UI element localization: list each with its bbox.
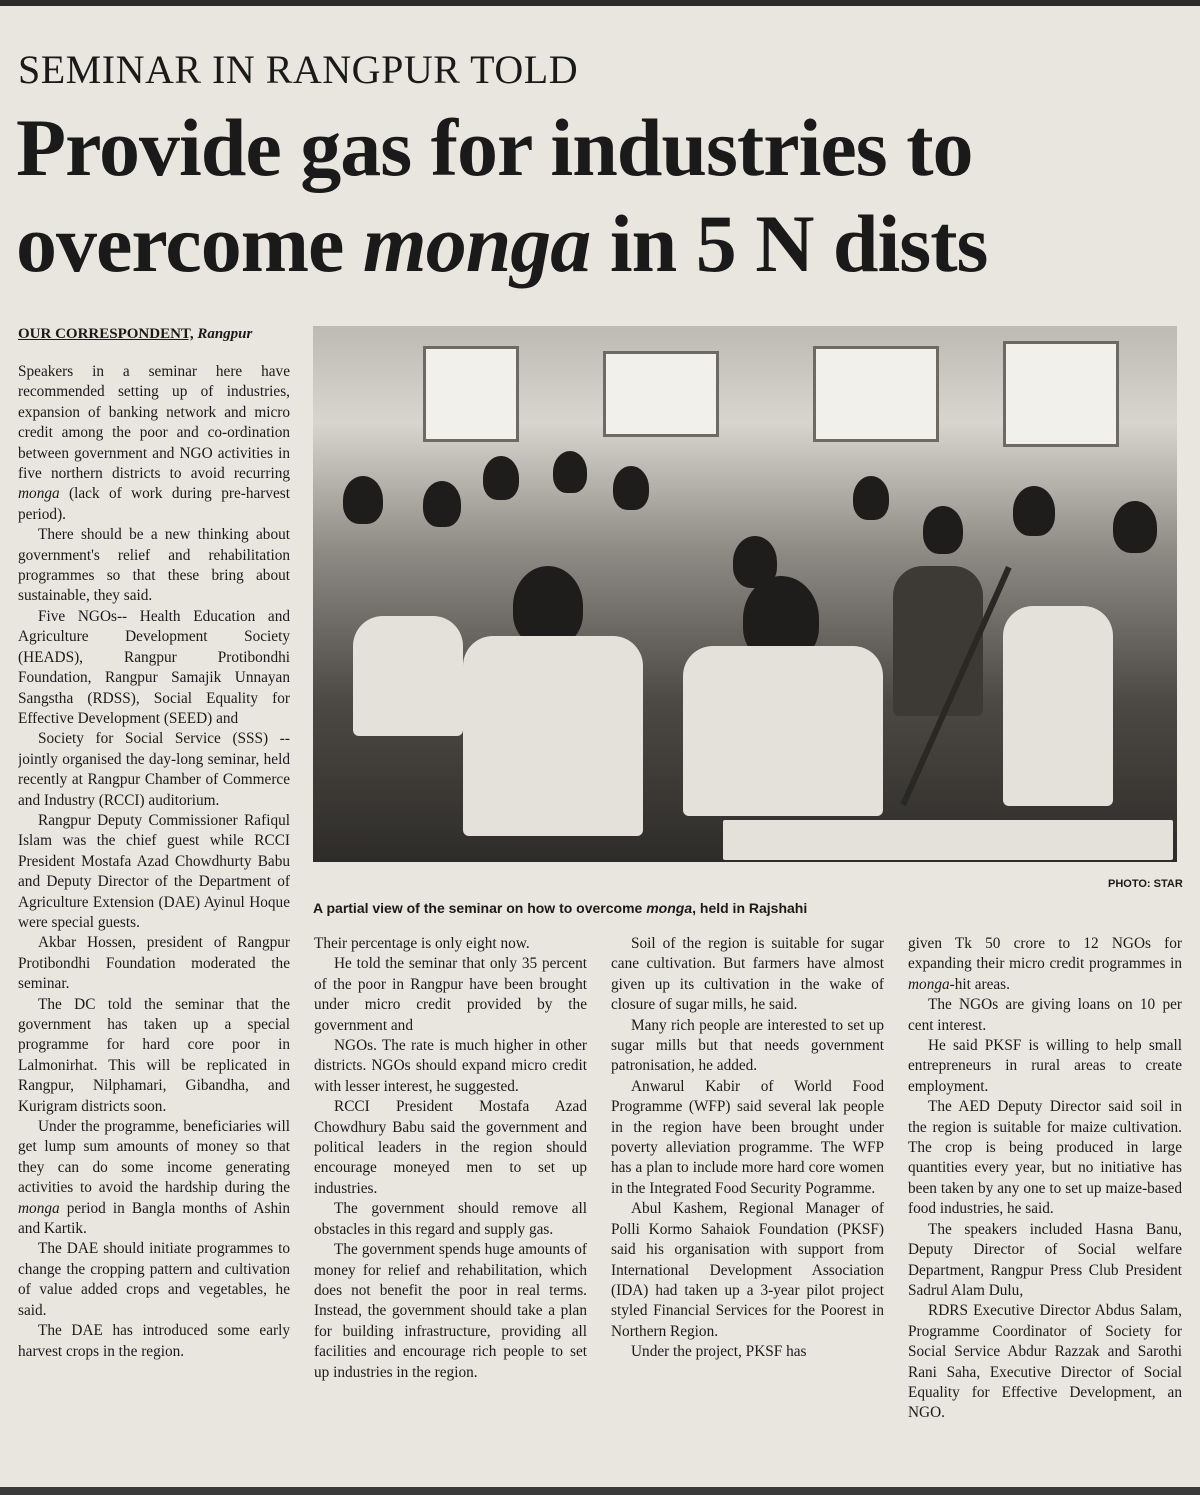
byline-name: OUR CORRESPONDENT, (18, 326, 194, 342)
paragraph: Akbar Hossen, president of Rangpur Protibondhi Foundation moderated the seminar. (18, 934, 290, 993)
paragraph: Under the project, PKSF has (631, 1343, 807, 1361)
headline-line-1: Provide gas for industries to (16, 102, 973, 193)
headline (16, 100, 1186, 292)
paragraph: Abul Kashem, Regional Manager of Polli Kormo Sahaiok Foundation (PKSF) said his organisation with support from International Development Association (IDA) had taken up a 3-year pilot project styled Financial Services for the Poorest in Northern Region. (611, 1200, 884, 1340)
front-person-head (513, 566, 583, 646)
text: -hit areas. (949, 975, 1010, 993)
text: period in Bangla months of Ashin and Kartik. (18, 1199, 290, 1238)
paragraph: The speakers included Hasna Banu, Deputy Director of Social welfare Department, Rangpur Press Club President Sadrul Alam Dulu, (908, 1220, 1182, 1299)
text-italic: monga (18, 1199, 60, 1217)
kicker: SEMINAR IN RANGPUR TOLD (18, 47, 579, 92)
audience-head (343, 476, 383, 524)
paragraph: The DAE has introduced some early harvest crops in the region. (18, 1322, 290, 1360)
audience-shirt (893, 566, 983, 716)
paragraph: Society for Social Service (SSS) -- jointly organised the day-long seminar, held recently at Rangpur Chamber of Commerce and Industry (RCCI) auditorium. (18, 730, 290, 809)
audience-shirt (1003, 606, 1113, 806)
audience-head (853, 476, 889, 520)
bottom-rule (0, 1487, 1200, 1495)
paragraph: The AED Deputy Director said soil in the region is suitable for maize cultivation. The crop is being produced in large quantities every year, but no initiative has been taken by any one to set up maize-based food industries, he said. (908, 1098, 1182, 1218)
seminar-photo (313, 326, 1177, 862)
audience-head (423, 481, 461, 527)
table-edge (723, 820, 1173, 860)
front-person-shirt (683, 646, 883, 816)
byline-place: Rangpur (197, 326, 253, 342)
caption-text: A partial view of the seminar on how to overcome (313, 900, 647, 916)
paragraph: Soil of the region is suitable for sugar cane cultivation. But farmers have almost given up its cultivation in the wake of closure of sugar mills, he said. (611, 935, 884, 1014)
window (603, 351, 719, 437)
audience-head (553, 451, 587, 493)
audience-head (923, 506, 963, 554)
text: Speakers in a seminar here have recommended setting up of industries, expansion of banking network and micro credit among the poor and co-ordination between government and NGO activities in five northern districts to avoid recurring (18, 363, 290, 483)
caption-italic: monga (646, 900, 693, 916)
photo-credit: PHOTO: STAR (1108, 878, 1183, 890)
paragraph: NGOs. The rate is much higher in other districts. NGOs should expand micro credit with lesser interest, he suggested. (314, 1037, 587, 1095)
paragraph: Many rich people are interested to set up sugar mills but that needs government patronisation, he added. (611, 1016, 884, 1075)
paragraph: Rangpur Deputy Commissioner Rafiqul Islam was the chief guest while RCCI President Mostafa Azad Chowdhurty Babu and Deputy Director of the Department of Agriculture Extension (DAE) Ayinul Hoque were special guests. (18, 811, 290, 931)
front-person-shirt (463, 636, 643, 836)
paragraph: The DC told the seminar that the government has taken up a special programme for hard core poor in Lalmonirhat. This will be replicated in Rangpur, Nilphamari, Gibandha, and Kurigram districts soon. (18, 995, 290, 1115)
byline (18, 326, 252, 343)
paragraph: Anwarul Kabir of World Food Programme (WFP) said several lak people in the region have been brought under poverty alleviation programme. The WFP has a plan to include more hard core women in the Integrated Food Security Pogramme. (611, 1077, 884, 1197)
audience-head (613, 466, 649, 510)
audience-head (1113, 501, 1157, 553)
audience-head (483, 456, 519, 500)
paragraph (18, 362, 290, 525)
headline-monga: monga (362, 198, 591, 289)
window (1003, 341, 1119, 447)
column-3 (611, 934, 884, 1470)
headline-line-2 (16, 196, 1186, 292)
text-italic: monga (908, 975, 950, 993)
window (813, 346, 939, 442)
text: Under the programme, beneficiaries will get lump sum amounts of money so that they can do some income generating activities to avoid the hardship during the (18, 1118, 290, 1197)
paragraph: Five NGOs-- Health Education and Agriculture Development Society (HEADS), Rangpur Protibondhi Foundation, Rangpur Samajik Unnayan Sangstha (RDSS), Social Equality for Effective Development (SEED) and (18, 607, 290, 727)
column-4 (908, 934, 1182, 1470)
text: given Tk 50 crore to 12 NGOs for expanding their micro credit programmes in (908, 935, 1182, 973)
audience-head (1013, 486, 1055, 536)
audience-shirt (353, 616, 463, 736)
paragraph: RCCI President Mostafa Azad Chowdhury Babu said the government and political leaders in the region should encourage moneyed men to set up industries. (314, 1098, 587, 1197)
paragraph (908, 934, 1182, 995)
paragraph: There should be a new thinking about government's relief and rehabilitation programmes so that these bring about sustainable, they said. (18, 526, 290, 605)
paragraph: RDRS Executive Director Abdus Salam, Programme Coordinator of Society for Social Service Abdur Razzak and Sarothi Rani Saha, Executive Director of Social Equality for Effective Development, an NGO. (908, 1302, 1182, 1422)
caption-text: , held in Rajshahi (692, 900, 808, 916)
paragraph: The government should remove all obstacles in this regard and supply gas. (314, 1200, 587, 1238)
paragraph: The government spends huge amounts of money for relief and rehabilitation, which does not benefit the poor in real terms. Instead, the government should take a plan for building infrastructure, providing all facilities and encourage rich people to set up industries in the region. (314, 1241, 587, 1381)
paragraph: The DAE should initiate programmes to change the cropping pattern and cultivation of value added crops and vegetables, he said. (18, 1240, 290, 1319)
paragraph: The NGOs are giving loans on 10 per cent interest. (908, 996, 1182, 1034)
column-2 (314, 934, 587, 1470)
paragraph: He said PKSF is willing to help small entrepreneurs in rural areas to create employment. (908, 1037, 1182, 1095)
paragraph: He told the seminar that only 35 percent of the poor in Rangpur have been brought under micro credit provided by the government and (314, 955, 587, 1034)
top-rule (0, 0, 1200, 6)
column-1 (18, 362, 290, 1470)
photo-caption (313, 900, 807, 916)
text-italic: monga (18, 485, 60, 503)
paragraph: Their percentage is only eight now. (314, 935, 530, 952)
headline-line-2-a: overcome (16, 198, 363, 289)
paragraph (18, 1117, 290, 1239)
headline-line-2-b: in 5 N dists (590, 198, 988, 289)
text: (lack of work during pre-harvest period). (18, 485, 290, 523)
window (423, 346, 519, 442)
